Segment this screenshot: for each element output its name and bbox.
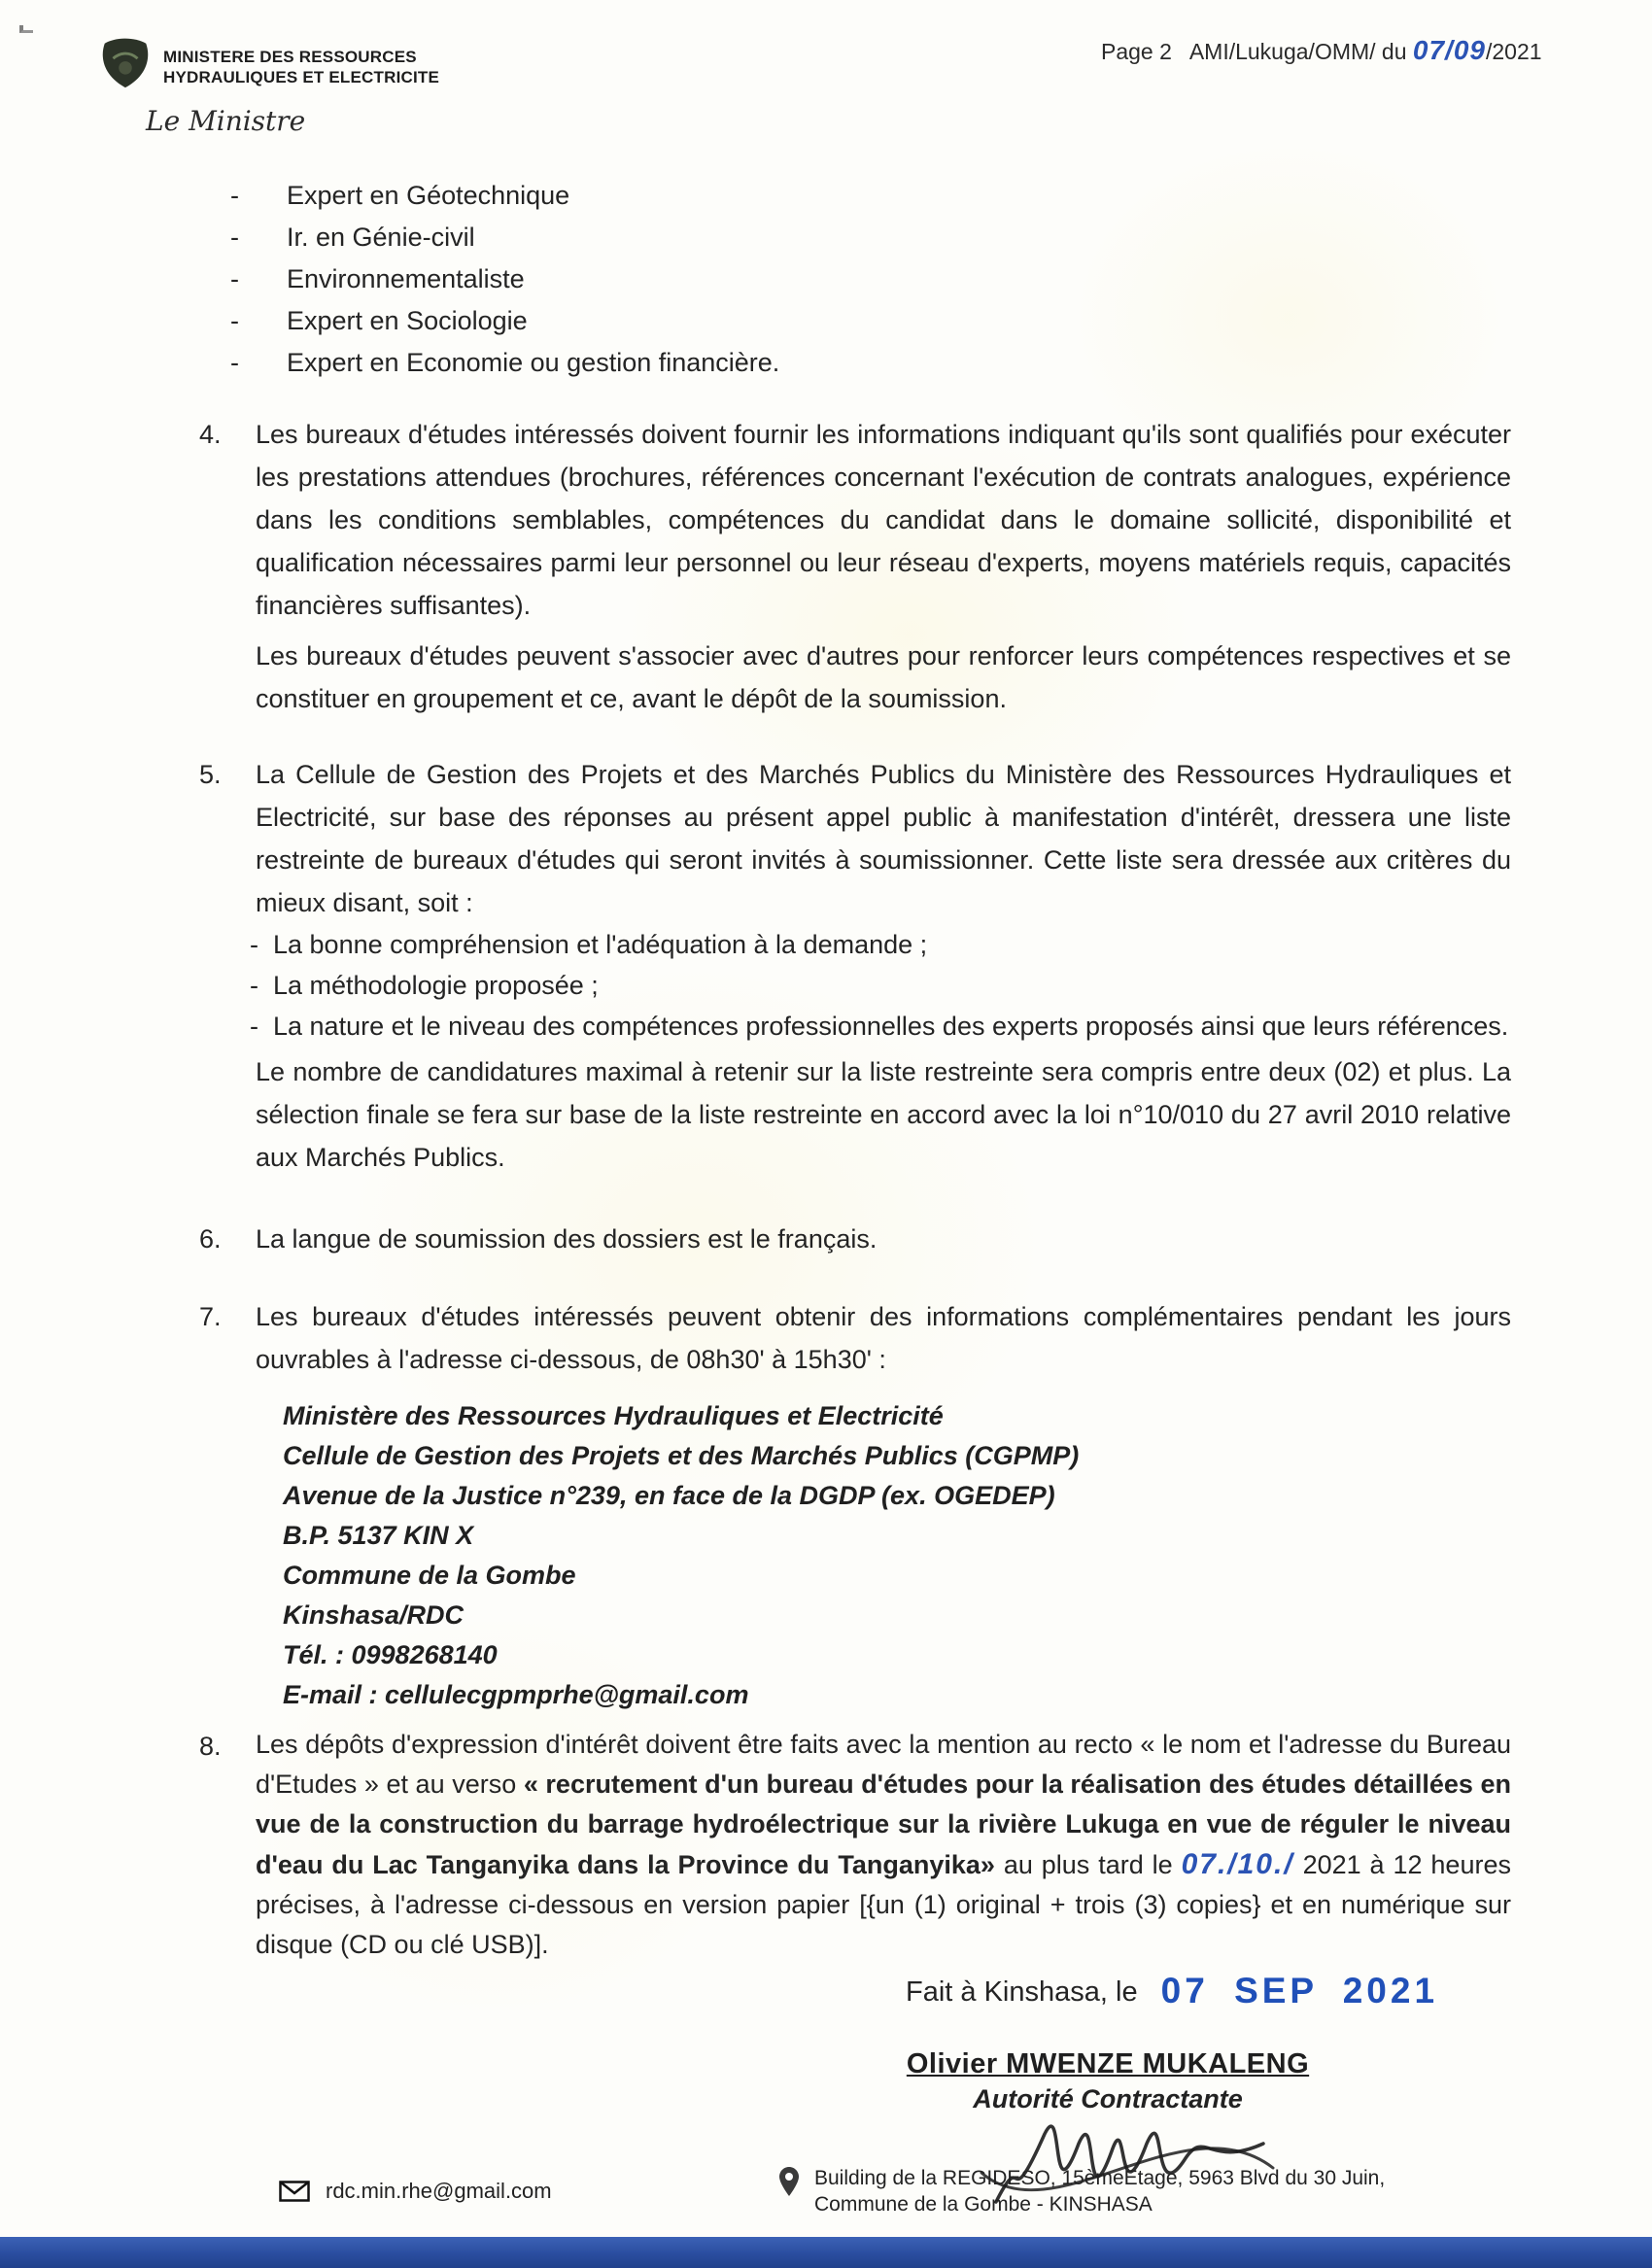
list-item-text: - La méthodologie proposée ; <box>273 971 599 1000</box>
list-item-text: - Expert en Sociologie <box>287 306 528 335</box>
handwritten-deadline-date: 07./10./ <box>1181 1848 1294 1880</box>
scan-artifact <box>19 25 33 33</box>
list-item-text: - Expert en Géotechnique <box>287 181 570 210</box>
list-item-text: - La nature et le niveau des compétences professionnelles des experts proposés ainsi que leurs références. <box>273 1012 1509 1041</box>
page-reference <box>1101 35 1542 66</box>
contact-address-block <box>283 1396 1511 1715</box>
numbered-item-8 <box>199 1725 1511 1965</box>
ministry-logo-block <box>97 37 439 89</box>
item-text: La Cellule de Gestion des Projets et des Marchés Publics du Ministère des Ressources Hydrauliques et Electricité, sur base des réponses au présent appel public à manifestation d'intérêt, dressera une liste restreinte de bureaux d'études qui seront invités à soumissionner. Cette liste sera dressée aux critères du mieux disant, soit : <box>256 760 1511 917</box>
document-reference-year: /2021 <box>1485 39 1542 64</box>
address-line: Avenue de la Justice n°239, en face de la DGDP (ex. OGEDEP) <box>283 1481 1055 1510</box>
list-item <box>230 258 1511 300</box>
footer-email: rdc.min.rhe@gmail.com <box>326 2179 552 2203</box>
list-item <box>230 342 1511 384</box>
item-8-part1: Les dépôts d'expression d'intérêt doivent être faits avec la mention au recto « le nom et l'adresse du Bureau d'Etudes » et au verso <box>256 1730 1511 1799</box>
item-8-bold-mention: « recrutement d'un bureau d'études pour la réalisation des études détaillées en vue de la construction du barrage hydroélectrique sur la rivière Lukuga en vue de réguler le niveau d'eau du Lac Tanganyika dans la Province du Tanganyika» <box>256 1770 1511 1879</box>
footer-blue-bar <box>0 2237 1652 2268</box>
list-item-text: - Environnementaliste <box>287 264 525 293</box>
item-number: 6. <box>199 1224 222 1254</box>
page-number: Page 2 <box>1101 39 1172 64</box>
item-text <box>256 1725 1511 1965</box>
numbered-item-6 <box>199 1218 1511 1260</box>
item-number: 8. <box>199 1732 222 1761</box>
signatory-title: Autorité Contractante <box>973 2084 1243 2113</box>
footer-email-group <box>279 2179 552 2204</box>
numbered-item-4 <box>199 413 1511 627</box>
date-stamp: 07 SEP 2021 <box>1160 1971 1439 2010</box>
list-item <box>230 300 1511 342</box>
closing-line <box>906 1971 1511 2011</box>
item-5-subparagraph: Le nombre de candidatures maximal à retenir sur la liste restreinte sera compris entre deux (02) et plus. La sélection finale se fera sur base de la liste restreinte en accord avec la loi n°10/010 du 27 avril 2010 relative aux Marchés Publics. <box>256 1057 1511 1172</box>
address-line: E-mail : cellulecgpmprhe@gmail.com <box>283 1680 749 1709</box>
address-line: B.P. 5137 KIN X <box>283 1521 474 1550</box>
location-pin-icon <box>777 2165 801 2198</box>
item-number: 5. <box>199 760 222 789</box>
address-line: Cellule de Gestion des Projets et des Marchés Publics (CGPMP) <box>283 1441 1080 1470</box>
list-item-text: - Expert en Economie ou gestion financière. <box>287 348 780 377</box>
list-item-text: - Ir. en Génie-civil <box>287 223 475 252</box>
item-number: 7. <box>199 1302 222 1331</box>
ministry-seal-icon <box>97 37 154 89</box>
address-line: Commune de la Gombe <box>283 1561 576 1590</box>
address-line: Kinshasa/RDC <box>283 1600 465 1630</box>
item-text: Les bureaux d'études intéressés doivent fournir les informations indiquant qu'ils sont qualifiés pour exécuter les prestations attendues (brochures, références concernant l'exécution de contrats analogues, expérience dans les conditions semblables, compétences du candidat dans le domaine sollicité, disponibilité et qualification nécessaires parmi leur personnel ou leur réseau d'experts, moyens matériels requis, capacités financières suffisantes). <box>256 420 1511 620</box>
numbered-item-5 <box>199 753 1511 924</box>
criteria-list <box>250 924 1511 1047</box>
numbered-item-7 <box>199 1295 1511 1381</box>
handwritten-date-header: 07/09 <box>1412 35 1486 65</box>
experts-list <box>230 175 1511 384</box>
ministry-name <box>163 37 439 87</box>
footer-address-line1: Building de la REGIDESO, 15èmeEtage, 5963 Blvd du 30 Juin, <box>814 2167 1386 2189</box>
signatory-name: Olivier MWENZE MUKALENG <box>906 2048 1310 2079</box>
list-item <box>230 217 1511 258</box>
footer-address-line2: Commune de la Gombe - KINSHASA <box>814 2193 1153 2216</box>
envelope-icon <box>279 2181 310 2202</box>
item-text: Les bureaux d'études intéressés peuvent obtenir des informations complémentaires pendant les jours ouvrables à l'adresse ci-dessous, de 08h30' à 15h30' : <box>256 1302 1511 1374</box>
item-8-part2: au plus tard le <box>994 1850 1182 1879</box>
item-4-subparagraph: Les bureaux d'études peuvent s'associer avec d'autres pour renforcer leurs compétences respectives et se constituer en groupement et ce, avant le dépôt de la soumission. <box>256 641 1511 713</box>
footer-address <box>814 2165 1385 2217</box>
ministry-name-line1: MINISTERE DES RESSOURCES <box>163 48 417 66</box>
item-number: 4. <box>199 420 222 449</box>
list-item <box>250 1006 1511 1047</box>
list-item <box>250 965 1511 1006</box>
address-line: Ministère des Ressources Hydrauliques et Electricité <box>283 1401 944 1430</box>
list-item <box>230 175 1511 217</box>
list-item <box>250 924 1511 965</box>
document-reference: AMI/Lukuga/OMM/ du <box>1188 39 1413 64</box>
signature-block <box>879 2048 1336 2114</box>
address-line: Tél. : 0998268140 <box>283 1640 498 1669</box>
minister-title: Le Ministre <box>146 105 306 137</box>
item-8-part3: 2021 à 12 heures précises, à l'adresse ci-dessous en version papier [{un (1) original + trois (3) copies} et en numérique sur disque (CD ou clé USB)]. <box>256 1850 1511 1959</box>
item-text: La langue de soumission des dossiers est le français. <box>256 1224 878 1254</box>
footer-address-group <box>777 2165 1385 2217</box>
ministry-name-line2: HYDRAULIQUES ET ELECTRICITE <box>163 68 440 86</box>
list-item-text: - La bonne compréhension et l'adéquation à la demande ; <box>273 930 928 959</box>
closing-place: Fait à Kinshasa, le <box>906 1976 1138 2008</box>
